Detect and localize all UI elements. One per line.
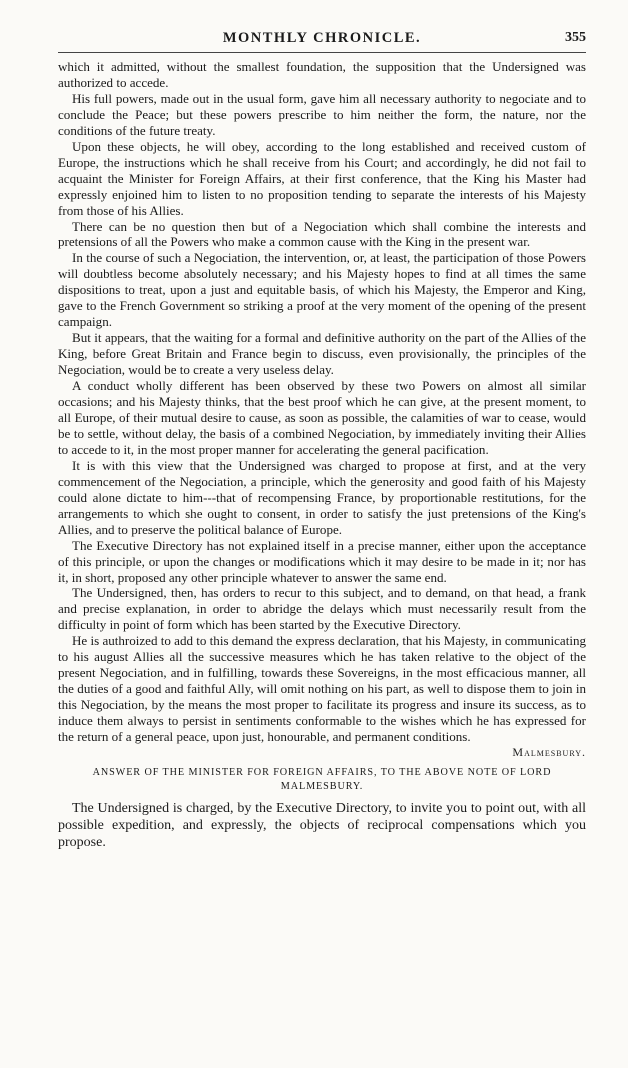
paragraph-3: Upon these objects, he will obey, according to the long established and received custom of Europe, the instructions which he shall receive from his Court; and accordingly, he did not fail to acquaint the Minister for Foreign Affairs, at their first conference, that the King his Master had expressly enjoined him to listen to no proposition tending to separate the interests of his Majesty from those of his Allies. <box>58 138 586 218</box>
answer-paragraph: The Undersigned is charged, by the Executive Directory, to invite you to point out, with all possible expedition, and expressly, the objects of reciprocal compensations which you propose. <box>58 800 586 850</box>
note-body <box>58 59 586 760</box>
running-title: MONTHLY CHRONICLE. <box>222 30 422 46</box>
running-head <box>58 30 586 53</box>
paragraph-11-text: He is authroized to add to this demand the express declaration, that his Majesty, in communicating to his august Allies all the successive measures which he has taken relative to the object of the present Negociation, and in fulfilling, towards these Sovereigns, in the most efficacious manner, all the duties of a good and faithful Ally, will omit nothing on his part, as well to dispose them to join in this Negociation, by the means the most proper to facilitate its progress and insure its success, as to induce them always to persist in sentiments conformable to the wishes which he has expressed for the return of a general peace, upon just, honourable, and permanent conditions. <box>58 633 587 745</box>
paragraph-1: which it admitted, without the smallest foundation, the supposition that the Undersigned was authorized to accede. <box>58 59 586 90</box>
paragraph-7: A conduct wholly different has been observed by these two Powers on almost all similar occasions; and his Majesty thinks, that the best proof which he can give, at the present moment, to all Europe, of their mutual desire to cause, as soon as possible, the calamities of war to cease, would be to settle, without delay, the basis of a combined Negociation, by immediately inviting their Allies to accede to it, in the most proper manner for accelerating the general pacification. <box>58 378 586 457</box>
paragraph-9: The Executive Directory has not explained itself in a precise manner, either upon the acceptance of this principle, or upon the changes or modifications which it may desire to be made in it; nor has it, in short, proposed any other principle whatever to answer the same end. <box>58 537 586 585</box>
paragraph-4: There can be no question then but of a Negociation which shall combine the interests and pretensions of all the Powers who make a common cause with the King in the present war. <box>58 218 586 250</box>
signature: Malmesbury. <box>512 744 586 759</box>
paragraph-6: But it appears, that the waiting for a formal and definitive authority on the part of the Allies of the King, before Great Britain and France begin to discuss, even provisionally, the principles of the Negociation, would be to create a very useless delay. <box>58 330 586 378</box>
paragraph-10: The Undersigned, then, has orders to recur to this subject, and to demand, on that head, a frank and precise explanation, in order to abridge the delays which must necessarily result from the difficulty in point of form which has been started by the Executive Directory. <box>58 585 586 633</box>
paragraph-8: It is with this view that the Undersigned was charged to propose at first, and at the very commencement of the Negociation, a principle, which the generosity and good faith of his Majesty could alone dictate to him---that of recompensing France, by proportionable restitutions, for the arrangements to which she ought to consent, in order to satisfy the just pretensions of the King's Allies, and to preserve the political balance of Europe. <box>58 457 586 537</box>
answer-heading: ANSWER OF THE MINISTER FOR FOREIGN AFFAIRS, TO THE ABOVE NOTE OF LORD MALMESBURY. <box>92 766 552 792</box>
signature-line <box>58 745 586 760</box>
paragraph-5: In the course of such a Negociation, the intervention, or, at least, the participation of those Powers will doubtless become absolutely necessary; and his Majesty hopes to find at all times the same dispositions to treat, upon a just and equitable basis, of which his Majesty, the Emperor and King, gave to the French Government so striking a proof at the very moment of the opening of the present campaign. <box>58 250 586 330</box>
page-number: 355 <box>565 30 586 45</box>
answer-body <box>58 800 586 851</box>
paragraph-11 <box>58 633 586 745</box>
paragraph-2: His full powers, made out in the usual form, gave him all necessary authority to negociate and to conclude the Peace; but these powers prescribe to him neither the form, the nature, nor the conditions of the future treaty. <box>58 90 586 138</box>
